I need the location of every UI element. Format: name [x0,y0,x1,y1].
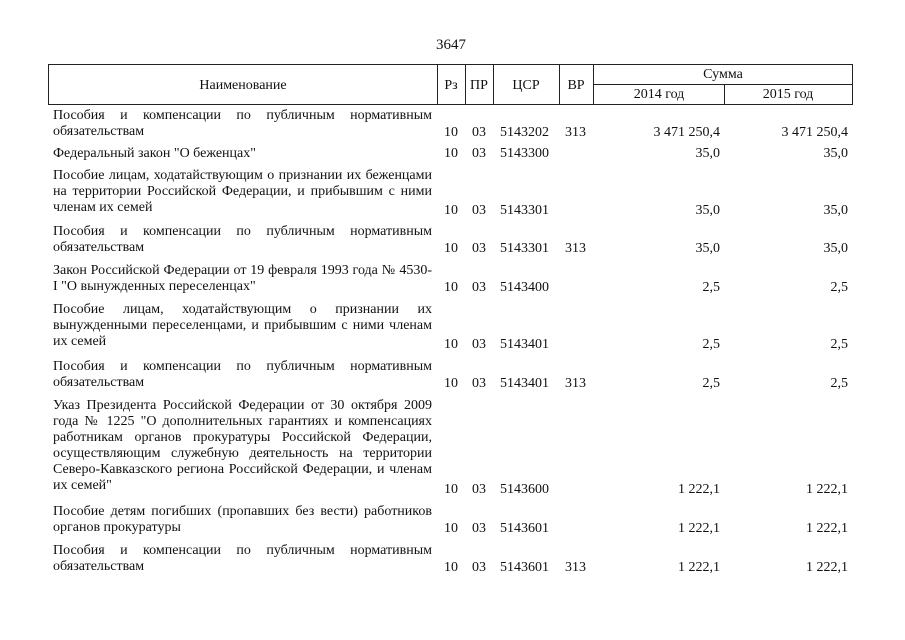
row-pr: 03 [472,337,486,352]
row-name: Пособия и компенсации по публичным нормативным обязательствам [53,543,432,574]
row-sum-2014: 2,5 [702,280,720,295]
row-sum-2014: 1 222,1 [678,521,720,536]
row-vr: 313 [565,376,586,391]
row-pr: 03 [472,146,486,161]
row-pr: 03 [472,280,486,295]
row-sum-2015: 3 471 250,4 [781,125,848,140]
header-vr: ВР [567,78,585,93]
col-divider [852,64,853,104]
row-sum-2014: 2,5 [702,376,720,391]
row-pr: 03 [472,482,486,497]
col-divider [493,64,494,104]
row-pr: 03 [472,521,486,536]
row-sum-2015: 2,5 [830,337,848,352]
row-rz: 10 [444,337,458,352]
col-divider [437,64,438,104]
row-sum-2015: 35,0 [823,203,848,218]
row-pr: 03 [472,125,486,140]
row-name: Пособие лицам, ходатайствующим о признании их вынужденными переселенцами, и прибывшим с ними членам их семей [53,302,432,349]
header-year-2015: 2015 год [762,87,814,102]
row-rz: 10 [444,280,458,295]
row-rz: 10 [444,203,458,218]
row-sum-2015: 35,0 [823,146,848,161]
row-pr: 03 [472,376,486,391]
row-pr: 03 [472,241,486,256]
row-name: Указ Президента Российской Федерации от 30 октября 2009 года № 1225 "О дополнительных гарантиях и компенсациях работникам органов прокуратуры Российской Федерации, осуществляющим служебную деятельность на территории Северо-Кавказского региона Российской Федерации, и членам их семей" [53,398,432,493]
row-name: Пособия и компенсации по публичным нормативным обязательствам [53,224,432,255]
header-pr: ПР [470,78,488,93]
row-sum-2015: 1 222,1 [806,521,848,536]
col-divider [48,64,49,104]
row-rz: 10 [444,560,458,575]
row-name: Пособия и компенсации по публичным нормативным обязательствам [53,108,432,139]
row-sum-2015: 2,5 [830,280,848,295]
row-sum-2014: 2,5 [702,337,720,352]
row-sum-2014: 35,0 [695,146,720,161]
header-sum: Сумма [703,67,743,82]
row-csr: 5143202 [500,125,549,140]
row-sum-2014: 3 471 250,4 [653,125,720,140]
row-rz: 10 [444,146,458,161]
row-pr: 03 [472,560,486,575]
header-name: Наименование [199,78,287,93]
header-top-rule [48,64,853,65]
row-csr: 5143401 [500,376,549,391]
row-name: Пособие лицам, ходатайствующим о признании их беженцами на территории Российской Федерации, и прибывшим с ними членам их семей [53,168,432,215]
row-sum-2015: 1 222,1 [806,560,848,575]
row-csr: 5143601 [500,521,549,536]
row-csr: 5143600 [500,482,549,497]
row-rz: 10 [444,376,458,391]
sum-sub-rule [593,84,853,85]
row-pr: 03 [472,203,486,218]
row-rz: 10 [444,125,458,140]
row-name: Пособия и компенсации по публичным нормативным обязательствам [53,359,432,390]
col-divider [724,84,725,104]
row-name: Пособие детям погибших (пропавших без вести) работников органов прокуратуры [53,504,432,535]
row-rz: 10 [444,521,458,536]
row-vr: 313 [565,241,586,256]
row-name: Федеральный закон "О беженцах" [53,146,256,161]
row-rz: 10 [444,482,458,497]
row-sum-2015: 1 222,1 [806,482,848,497]
row-sum-2014: 1 222,1 [678,560,720,575]
row-sum-2014: 1 222,1 [678,482,720,497]
row-name: Закон Российской Федерации от 19 февраля 1993 года № 4530-I "О вынужденных переселенцах" [53,263,432,294]
header-year-2014: 2014 год [633,87,685,102]
page-number: 3647 [436,37,466,53]
row-csr: 5143401 [500,337,549,352]
row-csr: 5143601 [500,560,549,575]
row-sum-2015: 35,0 [823,241,848,256]
row-csr: 5143301 [500,203,549,218]
col-divider [593,64,594,104]
header-csr: ЦСР [512,78,540,93]
row-csr: 5143301 [500,241,549,256]
col-divider [465,64,466,104]
row-vr: 313 [565,125,586,140]
row-sum-2015: 2,5 [830,376,848,391]
row-rz: 10 [444,241,458,256]
row-csr: 5143300 [500,146,549,161]
header-rz: Рз [444,78,458,93]
row-vr: 313 [565,560,586,575]
row-sum-2014: 35,0 [695,203,720,218]
col-divider [559,64,560,104]
row-csr: 5143400 [500,280,549,295]
header-bottom-rule [48,104,853,105]
row-sum-2014: 35,0 [695,241,720,256]
